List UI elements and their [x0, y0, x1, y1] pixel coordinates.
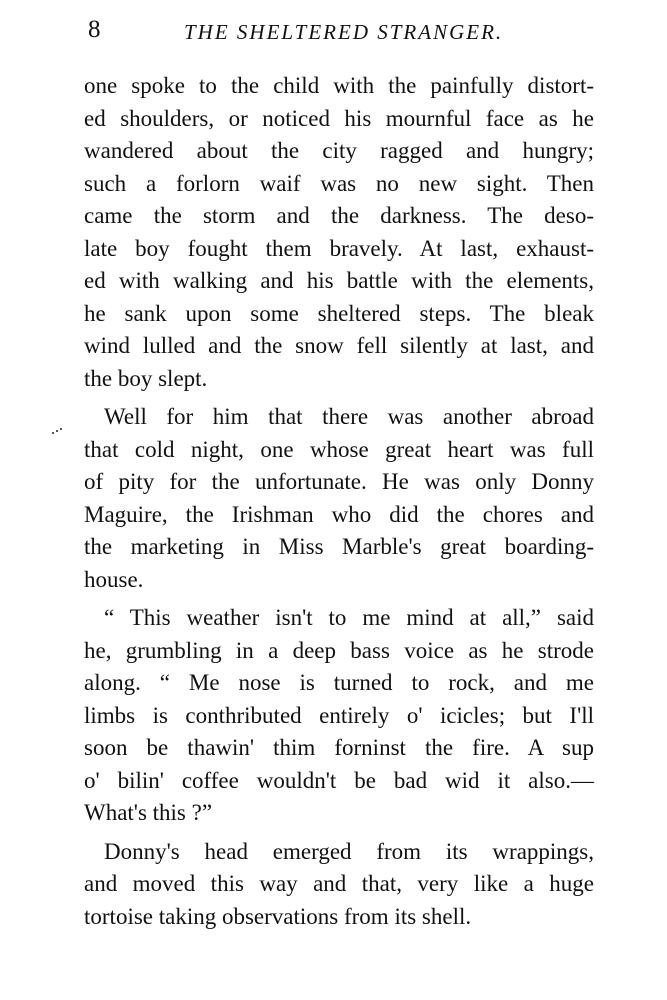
paragraph-1	[84, 70, 594, 395]
text-line: he, grumbling in a deep bass voice as he strode	[84, 637, 594, 663]
paragraph-3	[84, 602, 594, 830]
text-line: the boy slept.	[84, 365, 208, 391]
text-line: wandered about the city ragged and hungry;	[84, 138, 594, 163]
paragraph-4	[84, 836, 594, 934]
text-line: of pity for the unfortunate. He was only Donny	[84, 469, 594, 494]
text-line: along. “ Me nose is turned to rock, and me	[84, 670, 594, 695]
text-line: he sank upon some sheltered steps. The bleak	[84, 300, 594, 326]
text-line: Donny's head emerged from its wrappings,	[104, 838, 594, 864]
text-line: Maguire, the Irishman who did the chores and	[84, 501, 594, 527]
text-line: ed with walking and his battle with the elements,	[84, 268, 594, 293]
text-line: limbs is conthributed entirely o' icicles; but I'll	[84, 702, 594, 728]
paragraph-2	[84, 401, 594, 596]
text-line: late boy fought them bravely. At last, exhaust-	[84, 235, 594, 261]
text-line: o' bilin' coffee wouldn't be bad wid it also.—	[84, 767, 594, 793]
text-line: ed shoulders, or noticed his mournful face as he	[84, 105, 594, 131]
text-line: soon be thawin' thim forninst the fire. A sup	[84, 735, 594, 760]
text-line: that cold night, one whose great heart was full	[84, 436, 594, 462]
print-specks	[52, 428, 62, 436]
text-line: the marketing in Miss Marble's great boarding-	[84, 534, 594, 559]
text-line: house.	[84, 566, 144, 592]
page-header	[88, 14, 588, 54]
text-line: wind lulled and the snow fell silently at last, and	[84, 333, 594, 358]
text-line: “ This weather isn't to me mind at all,” said	[104, 605, 594, 630]
body-text	[84, 70, 594, 933]
text-line: came the storm and the darkness. The deso-	[84, 203, 594, 228]
text-line: What's this ?”	[84, 800, 213, 825]
page-number: 8	[88, 16, 101, 43]
running-head: THE SHELTERED STRANGER.	[184, 20, 504, 44]
text-line: tortoise taking observations from its shell.	[84, 903, 472, 929]
text-line: one spoke to the child with the painfully distort-	[84, 73, 594, 98]
text-line: such a forlorn waif was no new sight. Then	[84, 170, 594, 196]
text-line: Well for him that there was another abroad	[104, 404, 594, 429]
text-line: and moved this way and that, very like a huge	[84, 871, 594, 896]
